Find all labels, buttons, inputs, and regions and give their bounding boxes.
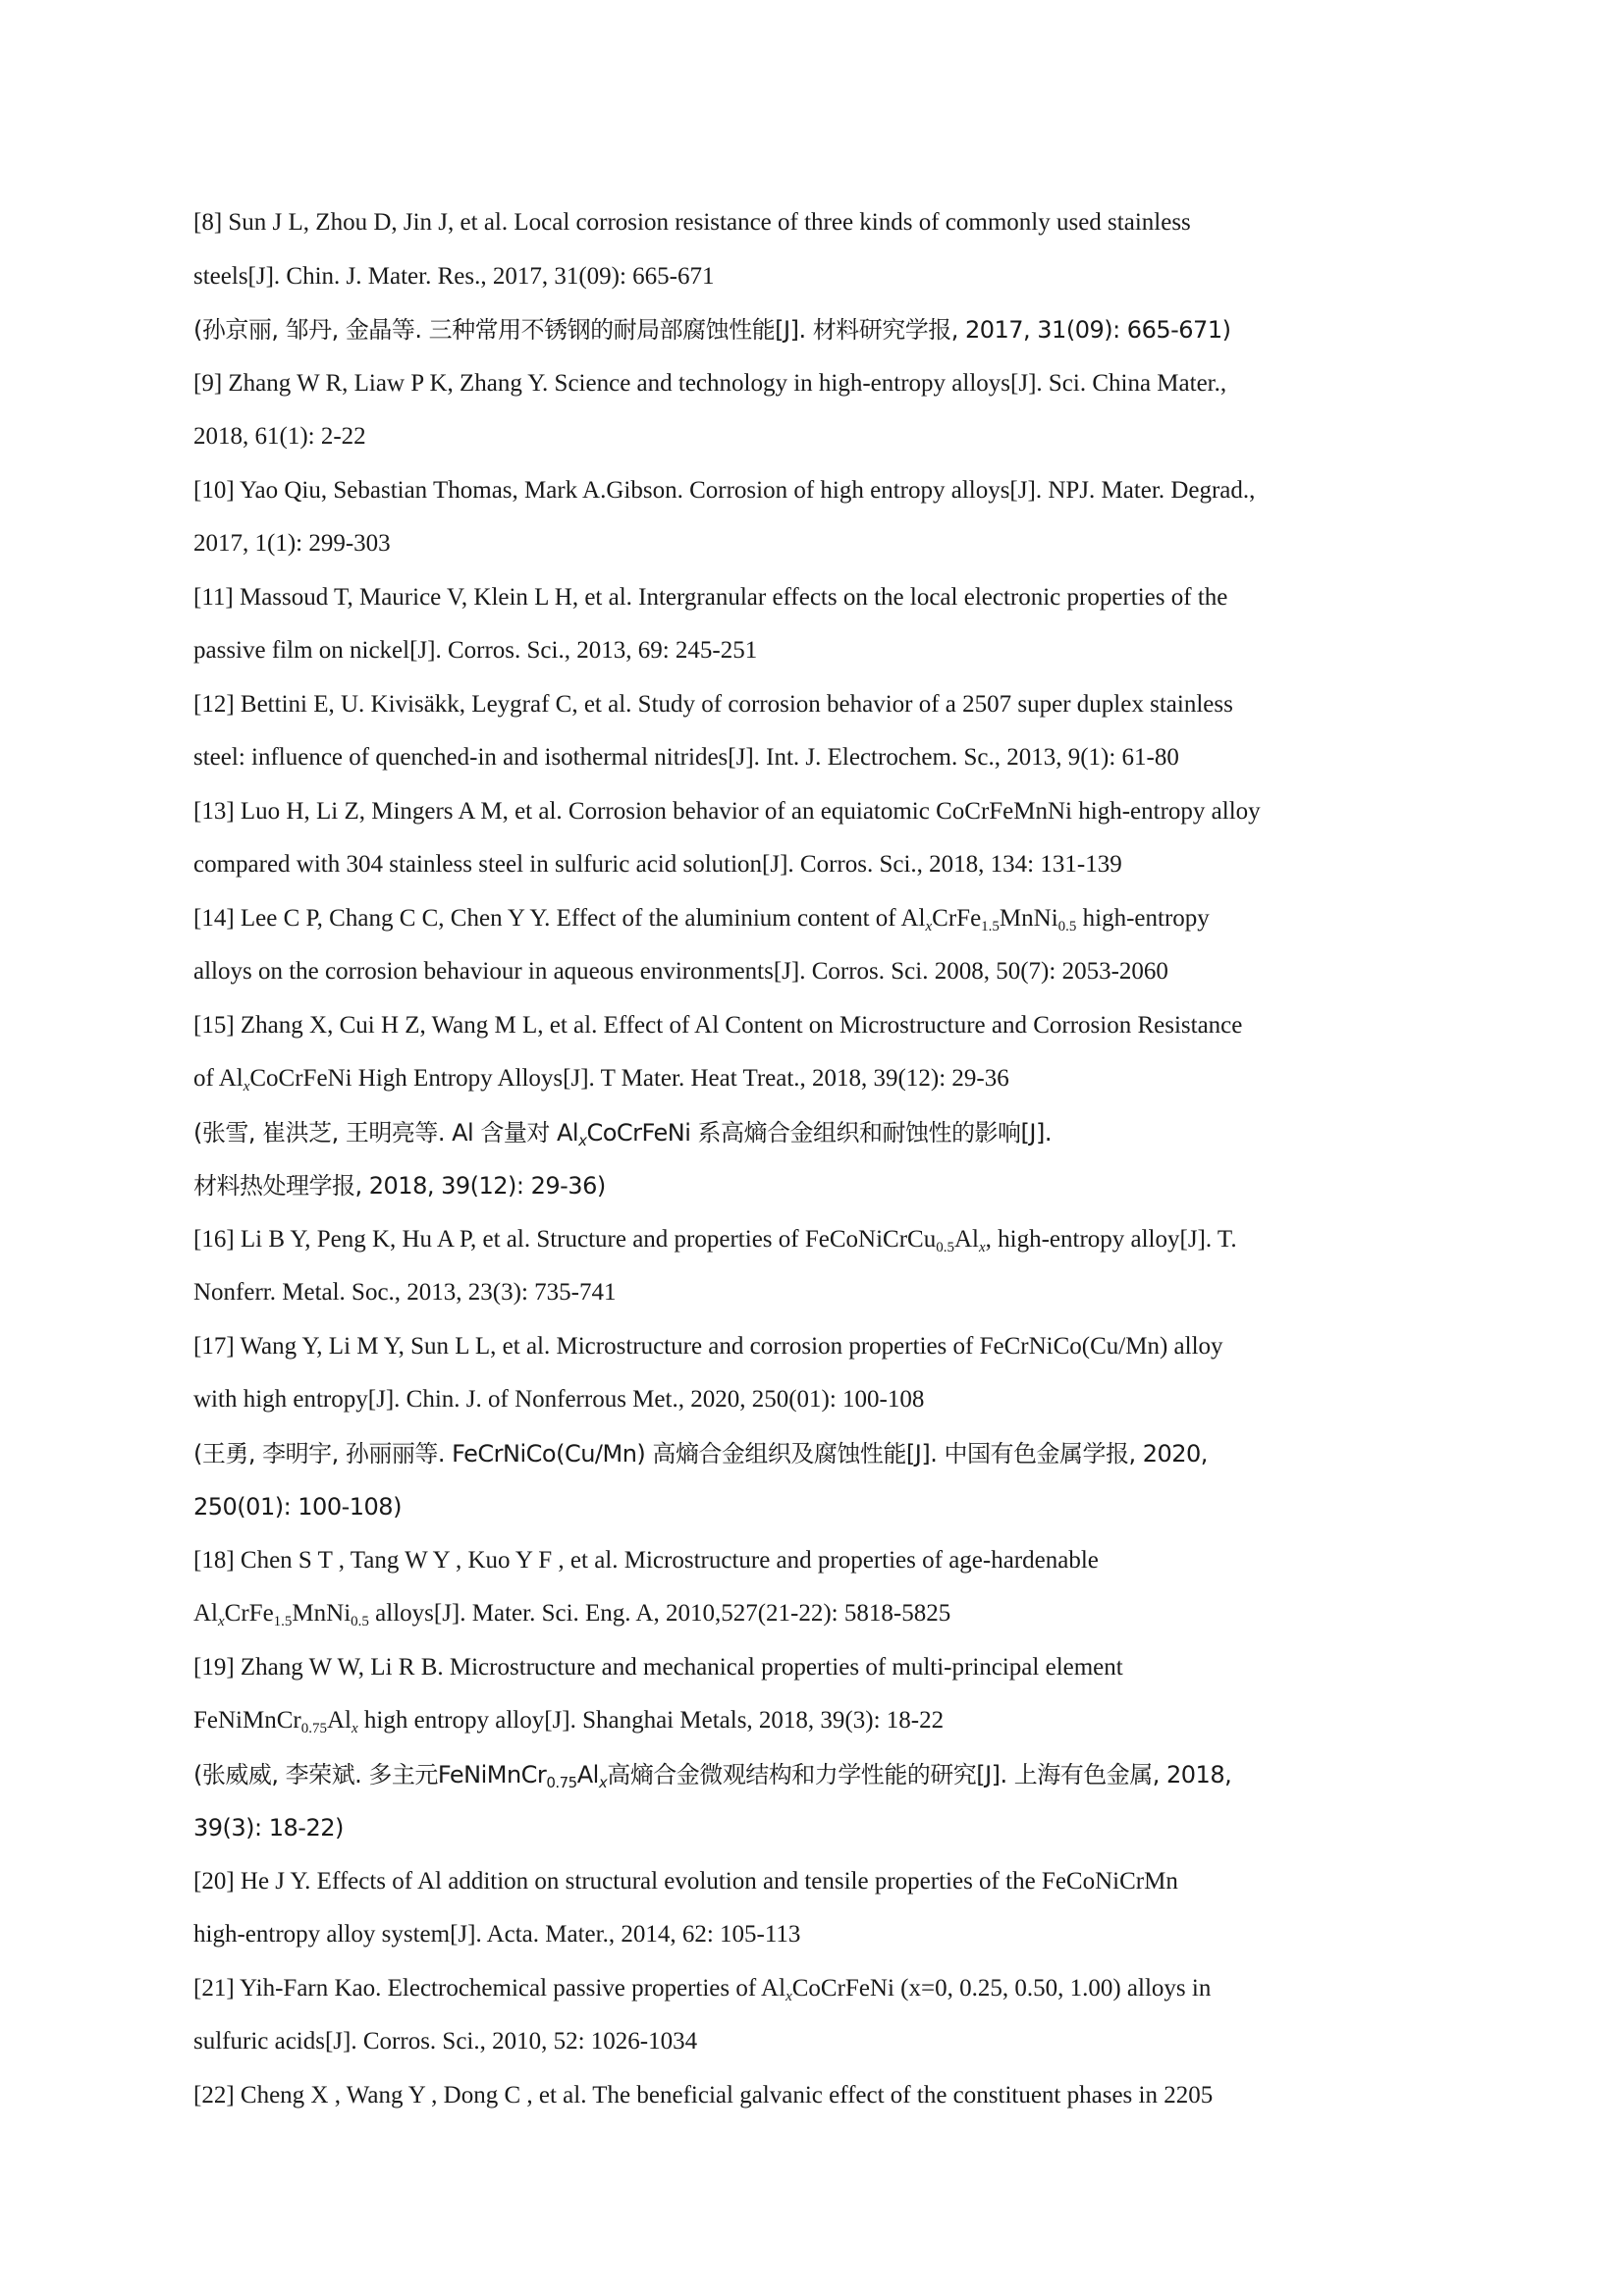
reference-15: [193, 999, 1438, 1213]
reference-19: [193, 1641, 1438, 1855]
reference-8: [193, 196, 1438, 357]
reference-11: [193, 571, 1438, 678]
reference-translation: (孙京丽, 邹丹, 金晶等. 三种常用不锈钢的耐局部腐蚀性能[J]. 材料研究学报, 2017, 31(09): 665-671): [193, 316, 1231, 344]
reference-21: [193, 1962, 1438, 2069]
reference-line: [9] Zhang W R, Liaw P K, Zhang Y. Science and technology in high-entropy alloys[J]. Sci. China Mater.,: [193, 369, 1227, 397]
reference-line: [15] Zhang X, Cui H Z, Wang M L, et al. Effect of Al Content on Microstructure and Corrosion Resistance: [193, 1011, 1243, 1039]
reference-line: [11] Massoud T, Maurice V, Klein L H, et al. Intergranular effects on the local electronic properties of the: [193, 583, 1228, 611]
reference-line: sulfuric acids[J]. Corros. Sci., 2010, 52: 1026-1034: [193, 2028, 698, 2055]
reference-line: [8] Sun J L, Zhou D, Jin J, et al. Local corrosion resistance of three kinds of commonly used stainless: [193, 209, 1191, 236]
reference-22: [193, 2069, 1438, 2123]
reference-10: [193, 464, 1438, 571]
reference-line: Nonferr. Metal. Soc., 2013, 23(3): 735-741: [193, 1279, 617, 1306]
reference-line: high-entropy alloy system[J]. Acta. Mater., 2014, 62: 105-113: [193, 1921, 801, 1948]
reference-line: passive film on nickel[J]. Corros. Sci., 2013, 69: 245-251: [193, 637, 758, 664]
reference-line: alloys on the corrosion behaviour in aqueous environments[J]. Corros. Sci. 2008, 50(7): 2053-2060: [193, 958, 1168, 985]
reference-translation: (张雪, 崔洪芝, 王明亮等. Al 含量对 $Al_xCoCrFeNi$ 系高熵合金组织和耐蚀性的影响[J].: [193, 1118, 1052, 1149]
reference-17: [193, 1320, 1438, 1534]
reference-translation: 材料热处理学报, 2018, 39(12): 29-36): [193, 1172, 606, 1200]
reference-16: [193, 1213, 1438, 1320]
reference-9: [193, 357, 1438, 464]
reference-line: $Al_xCrFe_{1.5}MnNi_{0.5}$ alloys[J]. Mater. Sci. Eng. A, 2010,527(21-22): 5818-5825: [193, 1600, 951, 1629]
reference-line: [21] Yih-Farn Kao. Electrochemical passive properties of $Al_xCoCrFeNi$ (x=0, 0.25, 0.50, 1.00) alloys in: [193, 1974, 1212, 2004]
reference-13: [193, 785, 1438, 892]
reference-translation: 250(01): 100-108): [193, 1493, 402, 1521]
reference-line: 2018, 61(1): 2-22: [193, 423, 366, 450]
reference-line: with high entropy[J]. Chin. J. of Nonferrous Met., 2020, 250(01): 100-108: [193, 1386, 925, 1413]
reference-list: [193, 196, 1438, 2122]
reference-line: $FeNiMnCr_{0.75}Al_x$ high entropy alloy[J]. Shanghai Metals, 2018, 39(3): 18-22: [193, 1707, 945, 1736]
reference-line: [18] Chen S T , Tang W Y , Kuo Y F , et al. Microstructure and properties of age-hardenable: [193, 1546, 1099, 1574]
reference-20: [193, 1855, 1438, 1962]
reference-line: steels[J]. Chin. J. Mater. Res., 2017, 31(09): 665-671: [193, 262, 715, 290]
reference-line: [16] Li B Y, Peng K, Hu A P, et al. Structure and properties of $FeCoNiCrCu_{0.5}Al_x$, high-entropy alloy[J]. T.: [193, 1225, 1237, 1255]
reference-line: [10] Yao Qiu, Sebastian Thomas, Mark A.Gibson. Corrosion of high entropy alloys[J]. NPJ. Mater. Degrad.,: [193, 476, 1256, 504]
reference-18: [193, 1534, 1438, 1641]
reference-line: [14] Lee C P, Chang C C, Chen Y Y. Effect of the aluminium content of $Al_xCrFe_{1.5}MnNi_{0.5}$ high-entropy: [193, 904, 1210, 934]
reference-line: [13] Luo H, Li Z, Mingers A M, et al. Corrosion behavior of an equiatomic CoCrFeMnNi high-entropy alloy: [193, 797, 1261, 825]
reference-translation: (张威威, 李荣斌. 多主元$FeNiMnCr_{0.75}Al_x$高熵合金微观结构和力学性能的研究[J]. 上海有色金属, 2018,: [193, 1760, 1232, 1791]
reference-line: [22] Cheng X , Wang Y , Dong C , et al. The beneficial galvanic effect of the constituent phases in 2205: [193, 2081, 1214, 2109]
reference-translation: 39(3): 18-22): [193, 1814, 344, 1842]
reference-line: [19] Zhang W W, Li R B. Microstructure and mechanical properties of multi-principal element: [193, 1653, 1123, 1681]
reference-line: of $Al_xCoCrFeNi$ High Entropy Alloys[J]. T Mater. Heat Treat., 2018, 39(12): 29-36: [193, 1065, 1009, 1095]
reference-line: 2017, 1(1): 299-303: [193, 530, 391, 557]
reference-line: [12] Bettini E, U. Kivisäkk, Leygraf C, et al. Study of corrosion behavior of a 2507 super duplex stainless: [193, 690, 1233, 718]
reference-line: steel: influence of quenched-in and isothermal nitrides[J]. Int. J. Electrochem. Sc., 2013, 9(1): 61-80: [193, 744, 1179, 771]
reference-translation: (王勇, 李明宇, 孙丽丽等. FeCrNiCo(Cu/Mn) 高熵合金组织及腐蚀性能[J]. 中国有色金属学报, 2020,: [193, 1439, 1208, 1468]
reference-line: [20] He J Y. Effects of Al addition on structural evolution and tensile properties of the FeCoNiCrMn: [193, 1867, 1178, 1895]
reference-14: [193, 892, 1438, 999]
reference-line: compared with 304 stainless steel in sulfuric acid solution[J]. Corros. Sci., 2018, 134: 131-139: [193, 851, 1122, 878]
reference-12: [193, 678, 1438, 785]
reference-line: [17] Wang Y, Li M Y, Sun L L, et al. Microstructure and corrosion properties of FeCrNiCo(Cu/Mn) alloy: [193, 1332, 1223, 1360]
